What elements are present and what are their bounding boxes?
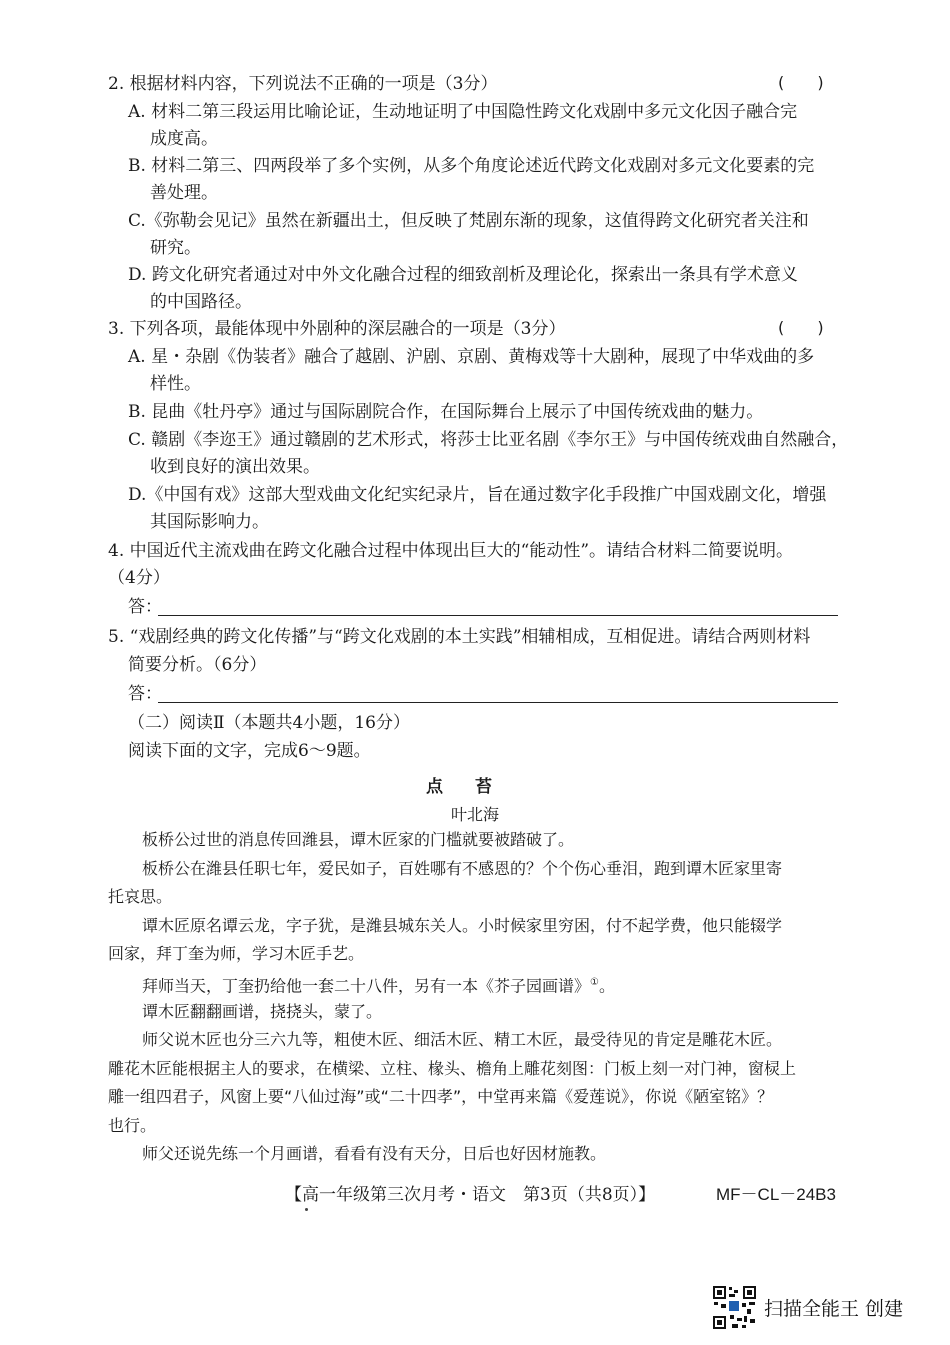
q5-stem-cont: 简要分析。（6分） — [128, 655, 267, 675]
story-paragraph-6: 师父说木匠也分三六九等，粗使木匠、细活木匠、精工木匠，最受待见的肯定是雕花木匠。 — [142, 1030, 783, 1049]
q4-answer-label: 答： — [128, 597, 162, 617]
scanner-watermark: 扫描全能王 创建 — [764, 1298, 904, 1320]
q2-answer-paren: ( ) — [778, 73, 838, 92]
page-footer: 【高一年级第三次月考・语文 第3页（共8页）】 — [285, 1185, 656, 1205]
q2-stem: 2. 根据材料内容，下列说法不正确的一项是（3分） — [108, 74, 498, 94]
q2-option-a: A. 材料二第三段运用比喻论证，生动地证明了中国隐性跨文化戏剧中多元文化因子融合完 — [128, 102, 798, 122]
q2-option-d: D. 跨文化研究者通过对中外文化融合过程的细致剖析及理论化，探索出一条具有学术意义 — [128, 265, 798, 285]
q2-option-c-cont: 研究。 — [150, 238, 201, 258]
q3-option-d-cont: 其国际影响力。 — [150, 512, 269, 532]
q5-answer-line[interactable] — [158, 702, 838, 703]
q3-answer-paren: ( ) — [778, 318, 838, 337]
qr-code-icon — [712, 1285, 757, 1330]
q3-stem: 3. 下列各项，最能体现中外剧种的深层融合的一项是（3分） — [108, 319, 566, 339]
story-title: 点苔 — [426, 777, 524, 797]
q3-option-a-cont: 样性。 — [150, 374, 201, 394]
story-paragraph-4-end: 。 — [598, 976, 615, 996]
story-paragraph-6-cont-3: 也行。 — [108, 1116, 157, 1135]
story-paragraph-3-cont: 回家，拜丁奎为师，学习木匠手艺。 — [108, 944, 365, 963]
story-paragraph-6-cont-2: 雕一组四君子，风窗上要“八仙过海”或“二十四孝”，中堂再来篇《爱莲说》，你说《陋室铭》？ — [108, 1087, 774, 1106]
section-instruction: 阅读下面的文字，完成6～9题。 — [128, 741, 371, 761]
q5-stem: 5. “戏剧经典的跨文化传播”与“跨文化戏剧的本土实践”相辅相成，互相促进。请结合两则材料 — [108, 627, 811, 647]
story-paragraph-7: 师父还说先练一个月画谱，看看有没有天分，日后也好因材施教。 — [142, 1144, 607, 1163]
q3-option-a: A. 星・杂剧《伪装者》融合了越剧、沪剧、京剧、黄梅戏等十大剧种，展现了中华戏曲的多 — [128, 347, 815, 367]
story-paragraph-2-cont: 托哀思。 — [108, 887, 173, 906]
story-paragraph-4 — [142, 972, 615, 997]
q3-option-c: C. 赣剧《李迩王》通过赣剧的艺术形式，将莎士比亚名剧《李尔王》与中国传统戏曲自然融合， — [128, 430, 849, 450]
story-paragraph-3: 谭木匠原名谭云龙，字子犹，是潍县城东关人。小时候家里穷困，付不起学费，他只能辍学 — [142, 916, 783, 935]
story-author: 叶北海 — [450, 805, 499, 824]
q2-option-b-cont: 善处理。 — [150, 183, 218, 203]
q4-stem: 4. 中国近代主流戏曲在跨文化融合过程中体现出巨大的“能动性”。请结合材料二简要说明。 — [108, 541, 794, 561]
q4-answer-line[interactable] — [158, 615, 838, 616]
story-paragraph-2: 板桥公在潍县任职七年，爱民如子，百姓哪有不感恩的？个个伤心垂泪，跑到谭木匠家里寄 — [142, 859, 783, 878]
section-heading: （二）阅读Ⅱ（本题共4小题，16分） — [128, 713, 411, 733]
q2-option-c: C.《弥勒会见记》虽然在新疆出土，但反映了梵剧东渐的现象，这值得跨文化研究者关注和 — [128, 211, 809, 231]
q2-option-b: B. 材料二第三、四两段举了多个实例，从多个角度论述近代跨文化戏剧对多元文化要素的完 — [128, 156, 815, 176]
story-paragraph-1: 板桥公过世的消息传回潍县，谭木匠家的门槛就要被踏破了。 — [142, 830, 575, 849]
q2-option-a-cont: 成度高。 — [150, 129, 218, 149]
q4-stem-points: （4分） — [108, 568, 170, 588]
story-paragraph-5: 谭木匠翻翻画谱，挠挠头，蒙了。 — [142, 1002, 383, 1021]
footnote-marker: ① — [590, 977, 599, 988]
q5-answer-label: 答： — [128, 684, 162, 704]
q3-option-b: B. 昆曲《牡丹亭》通过与国际剧院合作，在国际舞台上展示了中国传统戏曲的魅力。 — [128, 402, 764, 422]
exam-code: MF－CL－24B3 — [716, 1185, 836, 1204]
q3-option-c-cont: 收到良好的演出效果。 — [150, 457, 320, 477]
story-paragraph-6-cont-1: 雕花木匠能根据主人的要求，在横梁、立柱、椽头、檐角上雕花刻图：门板上刻一对门神，窗棂上 — [108, 1059, 797, 1078]
story-paragraph-4-text: 拜师当天，丁奎扔给他一套二十八件，另有一本《芥子园画谱》 — [142, 976, 591, 996]
q2-option-d-cont: 的中国路径。 — [150, 292, 252, 312]
q3-option-d: D.《中国有戏》这部大型戏曲文化纪实纪录片，旨在通过数字化手段推广中国戏剧文化，增强 — [128, 485, 827, 505]
scan-speck — [305, 1208, 308, 1211]
